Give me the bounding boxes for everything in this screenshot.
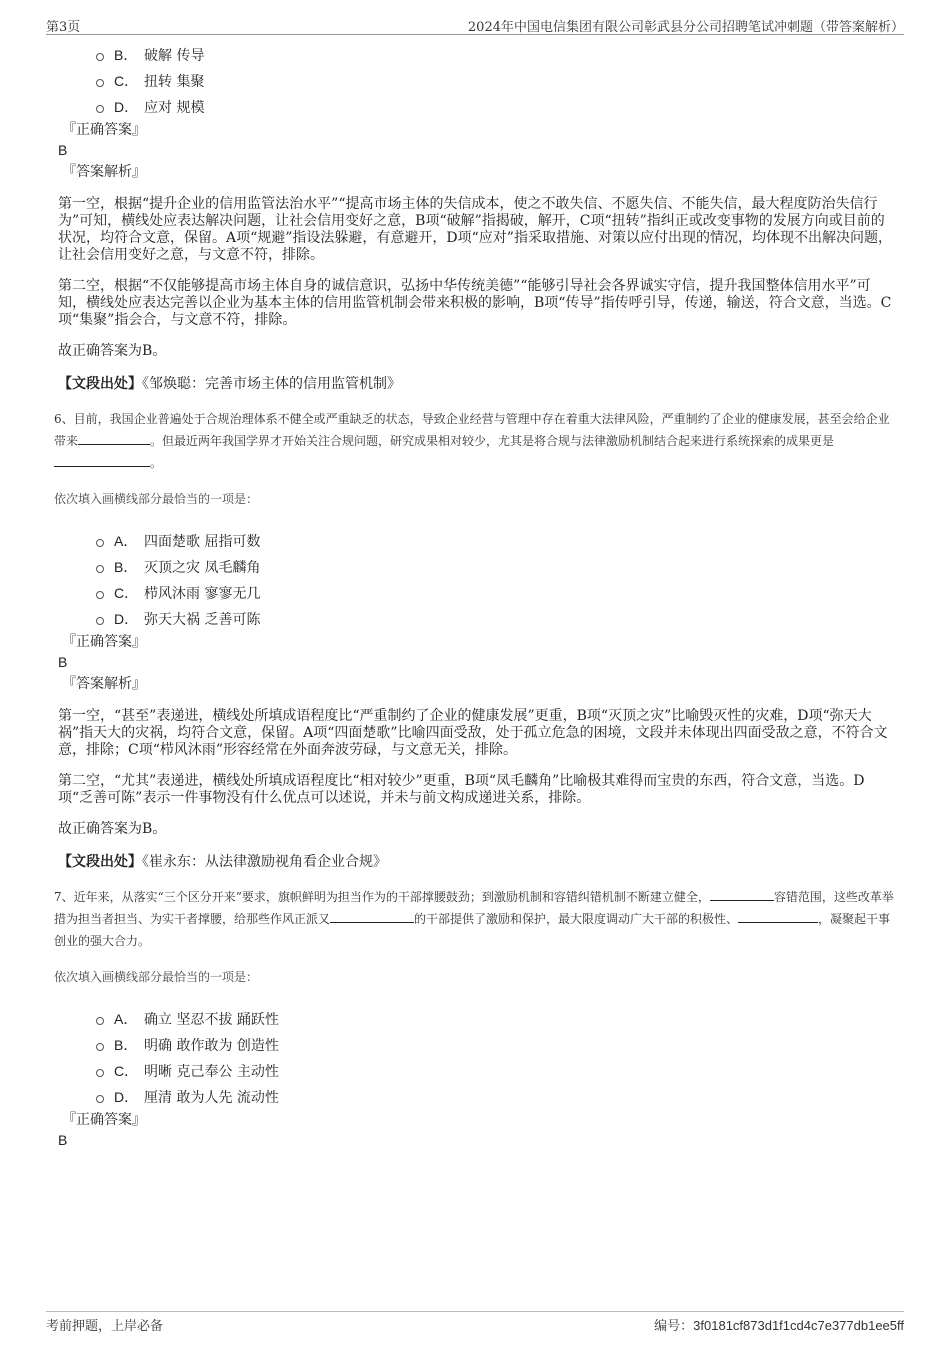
question-instruction: 依次填入画横线部分最恰当的一项是： [54,492,259,506]
analysis-paragraph: 第一空，“甚至”表递进，横线处所填成语程度比“严重制约了企业的健康发展”更重，B项“灭顶之灾”比喻毁灭性的灾难，D项“弥天大祸”指天大的灾祸，均符合文意，保留。A项“四面楚歌”比喻四面受敌，处于孤立危急的困境，文段并未体现出四面受敌之意，不符合文意，排除；C项“栉风沐雨”形容经常在外面奔波劳碌，与文意无关，排除。 [58,708,888,758]
option-a[interactable]: A． 确立 坚忍不拔 踊跃性 [96,1006,894,1032]
radio-button[interactable] [96,617,104,625]
question-instruction: 依次填入画横线部分最恰当的一项是： [54,970,259,984]
answer-label: 『正确答案』 [62,634,146,650]
answer-label: 『正确答案』 [62,1112,146,1128]
q5-options [58,42,894,120]
radio-button[interactable] [96,565,104,573]
fill-blank [330,910,414,923]
analysis-paragraph: 第一空，根据“提升企业的信用监管法治水平”“提高市场主体的失信成本，使之不敢失信、不愿失信、不能失信，最大程度防治失信行为”可知，横线处应表达解决问题，让社会信用变好之意，B项“破解”指揭破，解开，C项“扭转”指纠正或改变事物的发展方向或目前的状况，均符合文意，保留。A项“规避”指设法躲避，有意避开，D项“应对”指采取措施、对策以应付出现的情况，均体现不出解决问题，让社会信用变好之意，与文意不符，排除。 [58,196,892,263]
document-code: 编号：3f0181cf873d1f1cd4c7e377db1ee5ff [654,1318,904,1334]
option-d[interactable]: D． 应对 规模 [96,94,894,120]
answer-label: 『正确答案』 [62,122,146,138]
source-citation: 【文段出处】《崔永东：从法律激励视角看企业合规》 [58,854,387,870]
conclusion: 故正确答案为B。 [58,343,167,359]
option-b[interactable]: B． 灭顶之灾 凤毛麟角 [96,554,894,580]
option-b[interactable]: B． 破解 传导 [96,42,894,68]
footer-slogan: 考前押题，上岸必备 [46,1319,164,1334]
radio-button[interactable] [96,79,104,87]
option-a[interactable]: A． 四面楚歌 屈指可数 [96,528,894,554]
fill-blank [738,910,818,923]
option-c[interactable]: C． 栉风沐雨 寥寥无几 [96,580,894,606]
page-header [46,14,904,35]
fill-blank [54,454,150,467]
fill-blank [710,888,774,901]
option-c[interactable]: C． 明晰 克己奉公 主动性 [96,1058,894,1084]
analysis-label: 『答案解析』 [62,676,146,692]
option-c[interactable]: C． 扭转 集聚 [96,68,894,94]
radio-button[interactable] [96,1043,104,1051]
fill-blank [78,432,150,445]
radio-button[interactable] [96,1069,104,1077]
answer-value: B [58,654,68,670]
radio-button[interactable] [96,539,104,547]
question-7-stem: 7、近年来，从落实“三个区分开来”要求，旗帜鲜明为担当作为的干部撑腰鼓劲；到激励机制和容错纠错机制不断建立健全， 容错范围，这些改革举措为担当者担当、为实干者撑腰，给那些作风正派又 的干部提供了激励和保护，最大限度调动广大干部的积极性、 ，凝聚起干事创业的强大合力。 [54,890,894,948]
radio-button[interactable] [96,591,104,599]
radio-button[interactable] [96,1095,104,1103]
source-citation: 【文段出处】《邹焕聪：完善市场主体的信用监管机制》 [58,376,401,392]
q6-options [58,528,894,632]
page-number: 第3页 [46,20,81,35]
answer-value: B [58,1132,68,1148]
radio-button[interactable] [96,53,104,61]
document-title: 2024年中国电信集团有限公司彰武县分公司招聘笔试冲刺题（带答案解析） [467,20,904,35]
option-b[interactable]: B． 明确 敢作敢为 创造性 [96,1032,894,1058]
conclusion: 故正确答案为B。 [58,821,167,837]
analysis-paragraph: 第二空，“尤其”表递进，横线处所填成语程度比“相对较少”更重，B项“凤毛麟角”比喻极其难得而宝贵的东西，符合文意，当选。D项“乏善可陈”表示一件事物没有什么优点可以述说，并未与前文构成递进关系，排除。 [58,773,865,806]
analysis-paragraph: 第二空，根据“不仅能够提高市场主体自身的诚信意识，弘扬中华传统美德”“能够引导社会各界诚实守信，提升我国整体信用水平”可知，横线处应表达完善以企业为基本主体的信用监管机制会带来积极的影响，B项“传导”指传呼引导，传递，输送，符合文意，当选。C项“集聚”指会合，与文意不符，排除。 [58,278,892,328]
option-d[interactable]: D． 弥天大祸 乏善可陈 [96,606,894,632]
radio-button[interactable] [96,105,104,113]
radio-button[interactable] [96,1017,104,1025]
answer-value: B [58,142,68,158]
option-d[interactable]: D． 厘清 敢为人先 流动性 [96,1084,894,1110]
q7-options [58,1006,894,1110]
analysis-label: 『答案解析』 [62,164,146,180]
page-footer [46,1311,904,1334]
question-6-stem: 6、目前，我国企业普遍处于合规治理体系不健全或严重缺乏的状态，导致企业经营与管理中存在着重大法律风险，严重制约了企业的健康发展，甚至会给企业带来 。但最近两年我国学界才开始关注合规问题，研究成果相对较少，尤其是将合规与法律激励机制结合起来进行系统探索的成果更是。 [54,412,890,470]
document-body [54,42,894,1152]
